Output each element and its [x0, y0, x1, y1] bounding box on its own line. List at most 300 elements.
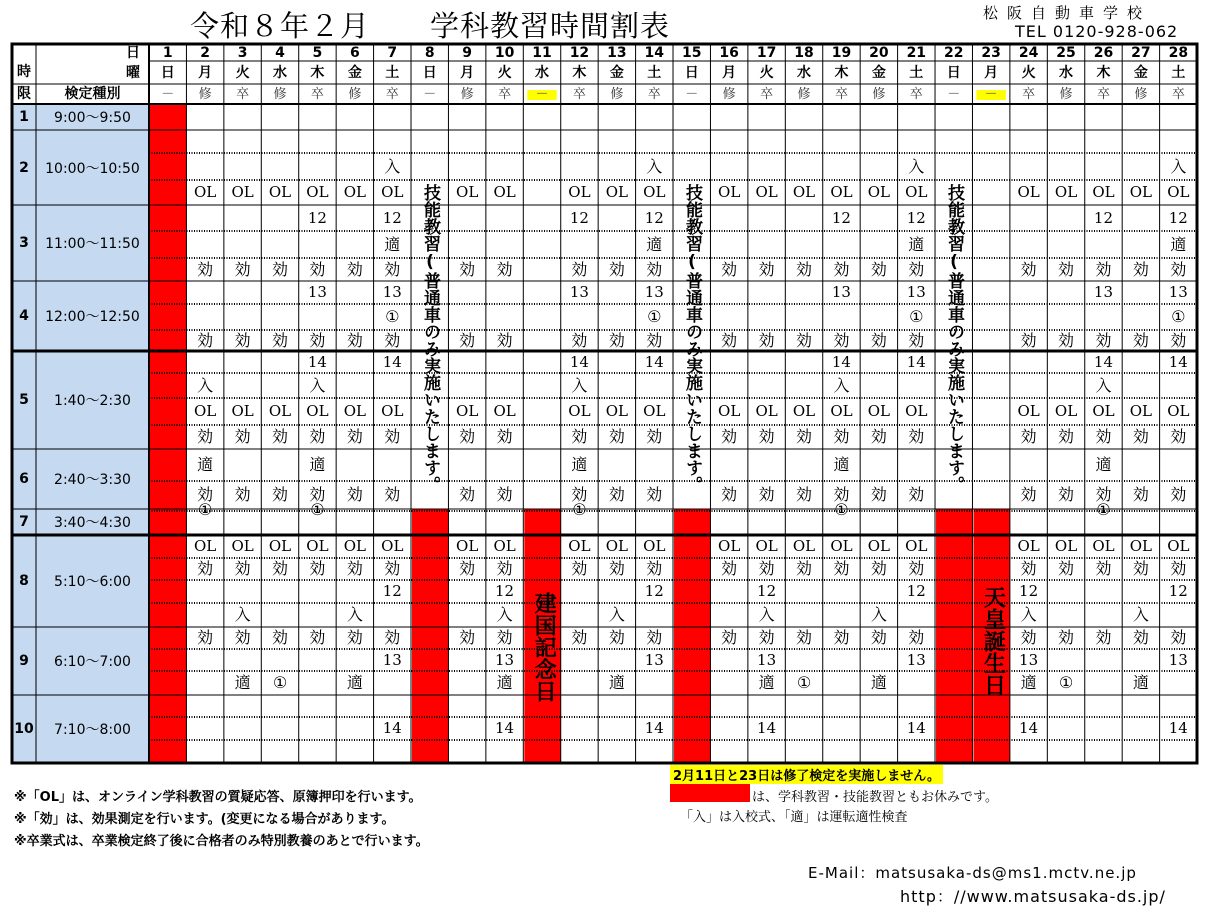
schedule-entry: 効	[1020, 559, 1037, 578]
schedule-entry: 効	[197, 485, 214, 504]
header-period-label: 時	[17, 64, 31, 80]
day-number: 22	[943, 44, 964, 61]
schedule-entry: 効	[608, 559, 625, 578]
schedule-entry: 効	[796, 427, 813, 446]
schedule-entry: 効	[721, 330, 738, 350]
day-number: 20	[869, 44, 889, 61]
schedule-entry: 効	[309, 485, 326, 504]
schedule-entry: OL	[1092, 537, 1115, 555]
schedule-entry: OL	[830, 183, 853, 201]
schedule-entry: 適	[571, 455, 588, 474]
schedule-entry: 効	[1058, 259, 1075, 279]
practical-only-notice: 技能教習(普通車のみ実施いたします。	[682, 183, 703, 493]
schedule-entry: OL	[643, 402, 666, 420]
schedule-entry: 効	[271, 559, 288, 578]
schedule-entry: 効	[234, 628, 251, 647]
day-number: 15	[681, 44, 702, 61]
schedule-entry: 14	[757, 719, 777, 737]
schedule-entry: OL	[194, 402, 217, 420]
schedule-entry: OL	[905, 402, 928, 420]
schedule-entry: 効	[1170, 330, 1187, 350]
kentei-type: 修	[610, 86, 624, 102]
schedule-entry: 効	[384, 259, 401, 279]
schedule-entry: OL	[718, 402, 741, 420]
legend-red-swatch	[670, 784, 750, 802]
schedule-entry: OL	[268, 402, 292, 420]
legend-abbr-note: 「入」は入校式、「適」は運転適性検査	[680, 810, 908, 825]
schedule-entry: 効	[271, 628, 288, 647]
schedule-entry: 14	[382, 719, 402, 737]
schedule-entry: 効	[908, 559, 925, 578]
schedule-entry: 効	[1095, 559, 1112, 578]
period-time: 12:00～12:50	[45, 309, 140, 325]
kentei-type: 卒	[236, 86, 250, 102]
weekday: 水	[535, 64, 549, 81]
schedule-entry: OL	[867, 183, 890, 201]
weekday: 日	[946, 64, 961, 81]
schedule-entry: OL	[1129, 183, 1153, 201]
kentei-type: 修	[198, 86, 212, 102]
schedule-entry: 14	[1093, 352, 1113, 371]
weekday: 日	[422, 64, 437, 81]
schedule-entry: OL	[905, 537, 928, 555]
period-number: 10	[14, 721, 34, 737]
schedule-entry: 効	[571, 259, 588, 279]
period-number: 2	[19, 159, 29, 176]
schedule-entry: 効	[1170, 628, 1187, 647]
schedule-entry: 効	[1020, 259, 1037, 279]
weekday: 金	[347, 64, 362, 81]
schedule-entry: OL	[1017, 183, 1040, 201]
day-number: 19	[831, 44, 852, 61]
schedule-entry: 適	[1095, 455, 1112, 474]
schedule-entry: 13	[644, 650, 664, 669]
day-number: 25	[1056, 44, 1076, 61]
weekday: 土	[385, 64, 400, 81]
day-number: 11	[532, 44, 552, 61]
legend-closed-note: は、学科教習・技能教習ともお休みです。	[752, 790, 998, 805]
holiday-name: 天皇誕生日	[980, 586, 1006, 696]
schedule-entry: 効	[234, 427, 251, 446]
schedule-entry: 効	[346, 259, 363, 279]
schedule-entry: 適	[1020, 673, 1037, 692]
schedule-entry: ①	[197, 500, 213, 519]
schedule-entry: 効	[721, 259, 738, 279]
schedule-entry: OL	[568, 183, 591, 201]
day-number: 1	[162, 44, 173, 61]
schedule-entry: OL	[1054, 537, 1078, 555]
header-day-label: 日	[126, 44, 140, 61]
period-number: 9	[19, 653, 29, 669]
kentei-type: －	[423, 86, 437, 102]
schedule-entry: 効	[1095, 330, 1112, 350]
weekday: 木	[310, 64, 325, 81]
schedule-entry: 効	[1020, 330, 1037, 350]
kentei-type: 卒	[310, 86, 324, 102]
schedule-entry: 14	[906, 352, 926, 371]
schedule-entry: OL	[231, 402, 254, 420]
kentei-type: 卒	[909, 86, 923, 102]
schedule-entry: 効	[1058, 330, 1075, 350]
schedule-entry: 入	[384, 156, 401, 176]
schedule-entry: OL	[1129, 402, 1153, 420]
closed-day-block	[936, 509, 972, 763]
schedule-entry: OL	[568, 537, 591, 555]
schedule-entry: OL	[493, 537, 516, 555]
holiday-name: 建国記念日	[531, 592, 557, 702]
schedule-entry: 効	[796, 330, 813, 350]
schedule-entry: 効	[721, 427, 738, 446]
schedule-entry: OL	[306, 402, 329, 420]
schedule-entry: 効	[271, 330, 288, 350]
schedule-entry: 効	[870, 485, 887, 504]
schedule-entry: 効	[197, 427, 214, 446]
school-name: 松阪自動車学校	[983, 4, 1152, 22]
period-time: 2:40～3:30	[54, 472, 131, 488]
day-number: 26	[1093, 44, 1114, 61]
schedule-entry: 効	[571, 628, 588, 647]
period-number: 7	[19, 514, 29, 530]
schedule-entry: 効	[496, 427, 513, 446]
schedule-entry: 効	[197, 330, 214, 350]
closed-day-block	[412, 509, 448, 763]
schedule-entry: 効	[1170, 485, 1187, 504]
legend-no-kentei-note: 2月11日と23日は修了検定を実施しません。	[670, 765, 943, 784]
day-number: 5	[312, 44, 323, 61]
schedule-entry: 13	[1168, 283, 1188, 301]
weekday: 金	[609, 64, 624, 81]
kentei-type: 卒	[1171, 86, 1185, 102]
weekday: 火	[759, 64, 774, 81]
schedule-entry: 効	[833, 259, 850, 279]
schedule-entry: 適	[908, 234, 925, 254]
schedule-entry: 効	[384, 427, 401, 446]
schedule-entry: OL	[1129, 537, 1153, 555]
schedule-entry: 効	[758, 559, 775, 578]
schedule-entry: 効	[833, 559, 850, 578]
schedule-entry: 効	[646, 259, 663, 279]
schedule-entry: 効	[833, 485, 850, 504]
day-number: 28	[1168, 44, 1189, 61]
schedule-entry: OL	[605, 402, 628, 420]
schedule-entry: 適	[384, 234, 401, 254]
schedule-entry: 14	[307, 352, 327, 371]
period-number: 6	[19, 471, 29, 487]
schedule-entry: OL	[306, 537, 329, 555]
schedule-entry: 効	[608, 427, 625, 446]
note-kou: ※「効」は、効果測定を行います。(変更になる場合があります。	[14, 812, 395, 827]
schedule-entry: 効	[1132, 330, 1149, 350]
note-graduation: ※卒業式は、卒業検定終了後に合格者のみ特別教養のあとで行います。	[14, 834, 429, 849]
schedule-entry: 適	[833, 455, 850, 474]
schedule-entry: 14	[644, 352, 664, 371]
schedule-entry: ①	[647, 307, 662, 326]
weekday: 金	[871, 64, 886, 81]
schedule-entry: 12	[757, 582, 777, 600]
schedule-entry: 12	[644, 208, 664, 227]
schedule-entry: 12	[1093, 208, 1113, 227]
schedule-entry: 効	[459, 485, 476, 504]
schedule-entry: OL	[343, 402, 366, 420]
schedule-entry: OL	[905, 183, 928, 201]
period-time: 3:40～4:30	[54, 515, 131, 531]
schedule-entry: 効	[271, 485, 288, 504]
schedule-entry: 適	[1132, 673, 1149, 692]
schedule-entry: 効	[1132, 427, 1149, 446]
schedule-entry: 効	[234, 559, 251, 578]
weekday: 日	[160, 64, 175, 81]
closed-day-block	[674, 509, 710, 763]
schedule-entry: ①	[1058, 673, 1074, 692]
schedule-entry: 効	[496, 485, 513, 504]
schedule-entry: 効	[1095, 485, 1112, 504]
schedule-entry: 効	[1170, 559, 1187, 578]
schedule-entry: 14	[495, 719, 515, 737]
schedule-entry: 12	[906, 582, 926, 600]
day-number: 24	[1018, 44, 1039, 61]
schedule-entry: 入	[234, 605, 251, 624]
schedule-entry: 入	[346, 605, 363, 624]
schedule-entry: ①	[796, 673, 812, 692]
page-title: 令和８年２月 学科教習時間割表	[190, 9, 671, 43]
schedule-entry: 効	[758, 259, 775, 279]
schedule-entry: OL	[605, 183, 628, 201]
weekday: 木	[834, 64, 849, 81]
schedule-entry: 効	[646, 559, 663, 578]
schedule-entry: 適	[309, 455, 326, 474]
schedule-entry: 効	[1020, 628, 1037, 647]
schedule-entry: 効	[571, 330, 588, 350]
day-number: 23	[981, 44, 1001, 61]
weekday: 月	[198, 64, 213, 81]
schedule-entry: 適	[346, 673, 363, 692]
schedule-entry: 効	[309, 427, 326, 446]
schedule-entry: 12	[1019, 582, 1039, 600]
schedule-entry: 効	[870, 427, 887, 446]
kentei-type: 卒	[760, 86, 774, 102]
schedule-entry: 効	[908, 485, 925, 504]
schedule-entry: 12	[644, 582, 664, 600]
schedule-entry: 効	[459, 427, 476, 446]
weekday: 木	[572, 64, 587, 81]
day-number: 21	[906, 44, 927, 61]
kentei-type: 卒	[647, 86, 661, 102]
schedule-entry: 効	[346, 628, 363, 647]
schedule-entry: 14	[382, 352, 402, 371]
schedule-entry: ①	[572, 500, 587, 519]
schedule-entry: OL	[456, 402, 479, 420]
schedule-entry: 効	[608, 259, 625, 279]
weekday: 火	[1021, 64, 1036, 81]
kentei-type: 修	[273, 86, 287, 102]
schedule-entry: 効	[646, 427, 663, 446]
schedule-entry: OL	[456, 537, 479, 555]
schedule-entry: 適	[197, 455, 214, 474]
schedule-entry: 効	[1058, 559, 1075, 578]
kentei-type: －	[685, 86, 699, 102]
schedule-entry: 13	[1168, 650, 1188, 669]
schedule-entry: OL	[792, 402, 816, 420]
weekday: 水	[1059, 64, 1074, 81]
day-number: 18	[794, 44, 814, 61]
schedule-entry: 効	[1132, 628, 1149, 647]
kentei-type: 修	[722, 86, 736, 102]
schedule-entry: 効	[1058, 628, 1075, 647]
schedule-entry: 効	[1095, 628, 1112, 647]
schedule-entry: OL	[231, 183, 254, 201]
schedule-entry: 効	[234, 485, 251, 504]
schedule-entry: 14	[644, 719, 664, 737]
schedule-entry: 効	[346, 485, 363, 504]
schedule-entry: OL	[1092, 183, 1115, 201]
weekday: 土	[1171, 64, 1186, 81]
weekday: 金	[1133, 64, 1148, 81]
schedule-entry: 効	[1095, 427, 1112, 446]
website-link[interactable]: http：//www.matsusaka-ds.jp/	[900, 887, 1166, 906]
schedule-entry: ①	[1096, 500, 1111, 519]
schedule-entry: 効	[1095, 259, 1112, 279]
schedule-entry: OL	[231, 537, 254, 555]
schedule-entry: 効	[309, 628, 326, 647]
closed-day-block	[150, 104, 186, 763]
period-time: 6:10～7:00	[54, 654, 131, 670]
schedule-entry: OL	[1054, 402, 1078, 420]
schedule-entry: 入	[1170, 156, 1187, 176]
schedule-entry: 入	[1132, 605, 1149, 624]
day-number: 8	[424, 44, 435, 61]
schedule-entry: OL	[493, 402, 516, 420]
schedule-entry: 効	[758, 628, 775, 647]
schedule-entry: 効	[309, 259, 326, 279]
weekday: 火	[497, 64, 512, 81]
day-number: 27	[1131, 44, 1151, 61]
schedule-entry: OL	[792, 537, 816, 555]
schedule-entry: 適	[1170, 234, 1187, 254]
schedule-entry: 12	[831, 208, 851, 227]
day-number: 14	[644, 44, 665, 61]
period-number: 5	[19, 392, 29, 408]
schedule-entry: 効	[796, 559, 813, 578]
phone-number: TEL 0120-928-062	[1015, 22, 1179, 41]
day-number: 4	[275, 44, 285, 61]
schedule-entry: 効	[796, 259, 813, 279]
schedule-entry: 効	[721, 559, 738, 578]
schedule-entry: OL	[194, 183, 217, 201]
schedule-entry: ①	[834, 500, 849, 519]
schedule-entry: 効	[496, 259, 513, 279]
schedule-entry: 効	[197, 259, 214, 279]
schedule-entry: 効	[870, 259, 887, 279]
schedule-entry: 効	[384, 485, 401, 504]
schedule-entry: 効	[1132, 559, 1149, 578]
schedule-entry: 効	[197, 559, 214, 578]
schedule-entry: 入	[758, 605, 775, 624]
schedule-entry: 13	[495, 650, 515, 669]
schedule-entry: 14	[1168, 719, 1188, 737]
day-number: 13	[607, 44, 627, 61]
schedule-entry: OL	[1092, 402, 1115, 420]
schedule-entry: 効	[870, 330, 887, 350]
schedule-entry: 効	[833, 330, 850, 350]
schedule-entry: 効	[309, 559, 326, 578]
schedule-entry: 効	[271, 259, 288, 279]
schedule-entry: 適	[234, 673, 251, 692]
schedule-entry: 効	[309, 330, 326, 350]
kentei-type: 修	[1134, 86, 1148, 102]
note-ol: ※「OL」は、オンライン学科教習の質疑応答、原簿押印を行います。	[14, 790, 422, 805]
schedule-entry: OL	[1017, 402, 1040, 420]
schedule-entry: ①	[1171, 307, 1186, 326]
weekday: 土	[647, 64, 662, 81]
schedule-entry: 効	[646, 628, 663, 647]
schedule-entry: 効	[346, 330, 363, 350]
schedule-entry: OL	[643, 537, 666, 555]
email-link[interactable]: E-Mail：matsusaka-ds@ms1.mctv.ne.jp	[808, 864, 1137, 882]
schedule-entry: 効	[346, 427, 363, 446]
schedule-entry: 効	[234, 259, 251, 279]
schedule-entry: OL	[1054, 183, 1078, 201]
schedule-entry: 効	[908, 259, 925, 279]
schedule-entry: OL	[1167, 537, 1190, 555]
weekday: 木	[1096, 64, 1111, 81]
practical-only-notice: 技能教習(普通車のみ実施いたします。	[420, 183, 440, 493]
schedule-entry: 入	[571, 375, 588, 395]
schedule-entry: ①	[909, 307, 924, 326]
schedule-entry: OL	[381, 537, 404, 555]
schedule-entry: OL	[194, 537, 217, 555]
schedule-entry: 効	[459, 259, 476, 279]
schedule-entry: 効	[384, 559, 401, 578]
schedule-entry: ①	[310, 500, 325, 519]
schedule-entry: OL	[306, 183, 329, 201]
kentei-type: －	[947, 86, 961, 102]
weekday: 火	[235, 64, 250, 81]
schedule-entry: OL	[830, 402, 853, 420]
schedule-entry: OL	[268, 183, 292, 201]
period-time: 11:00～11:50	[45, 236, 140, 252]
header-weekday-label: 曜	[126, 64, 140, 81]
period-number: 1	[19, 109, 29, 125]
schedule-entry: 適	[758, 673, 775, 692]
schedule-entry: 14	[1019, 719, 1039, 737]
period-time: 1:40～2:30	[54, 393, 131, 409]
schedule-entry: 効	[1058, 485, 1075, 504]
weekday: 月	[722, 64, 737, 81]
kentei-type: －	[535, 86, 549, 102]
schedule-entry: 入	[833, 375, 850, 395]
schedule-entry: OL	[1017, 537, 1040, 555]
schedule-entry: 入	[496, 605, 513, 624]
schedule-entry: 効	[870, 559, 887, 578]
schedule-entry: OL	[718, 183, 741, 201]
schedule-entry: OL	[867, 537, 890, 555]
schedule-entry: 入	[608, 605, 625, 624]
kentei-type: 修	[797, 86, 811, 102]
schedule-entry: 12	[1168, 208, 1188, 227]
kentei-type: 修	[1059, 86, 1073, 102]
schedule-entry: 入	[1095, 375, 1112, 395]
schedule-entry: 効	[608, 330, 625, 350]
schedule-entry: 12	[906, 208, 926, 227]
schedule-entry: 13	[831, 283, 851, 301]
day-number: 3	[237, 44, 248, 61]
schedule-entry: OL	[755, 537, 778, 555]
kentei-type: 卒	[498, 86, 512, 102]
schedule-entry: 効	[758, 427, 775, 446]
weekday: 日	[684, 64, 699, 81]
schedule-entry: 効	[1132, 485, 1149, 504]
kentei-type: 卒	[834, 86, 848, 102]
